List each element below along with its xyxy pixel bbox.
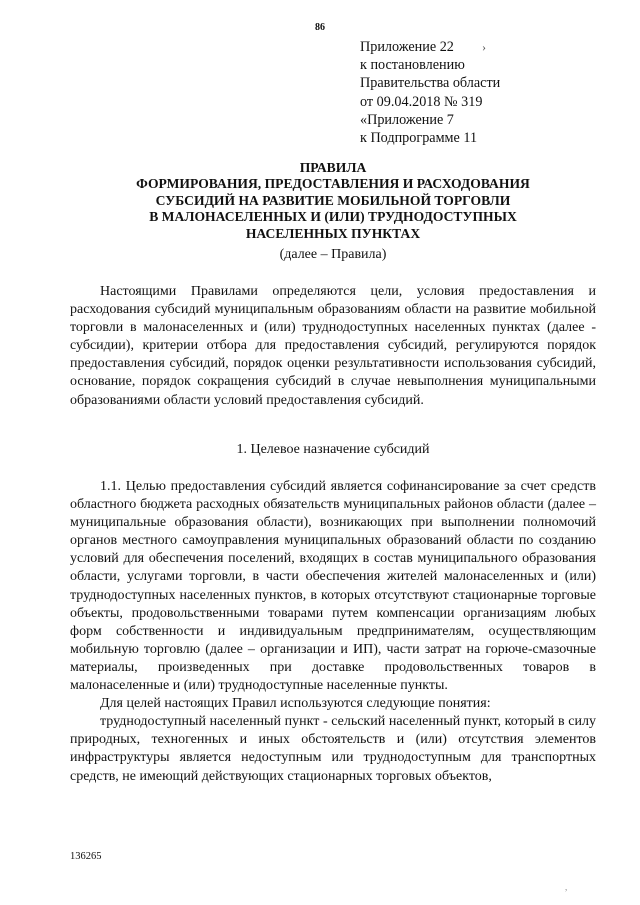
intro-section (70, 283, 596, 410)
appendix-block (360, 38, 630, 147)
appendix-line: «Приложение 7 (360, 111, 454, 128)
paragraph: труднодоступный населенный пункт - сельский населенный пункт, который в силу природных, техногенных и иных обстоятельств и (или) отсутствия элементов инфраструктуры является недоступным или труднодоступным для транспортных средств, не имеющий действующих стационарных торговых объектов, (70, 714, 596, 784)
scan-mark: › (482, 40, 486, 54)
intro-paragraph: Настоящими Правилами определяются цели, условия предоставления и расходования субсидий муниципальным образованиям области на развитие мобильной торговли в малонаселенных и (или) труднодоступных населенных пунктах (далее - субсидии), критерии отбора для предоставления субсидий, регулируются порядок предоставления субсидий, порядок оценки результативности использования субсидий, основание, порядок сокращения субсидий в случае невыполнения муниципальными образованиями области условий предоставления субсидий. (70, 284, 596, 408)
section-heading: 1. Целевое назначение субсидий (236, 442, 430, 457)
section-1-body (70, 478, 596, 786)
title-line: СУБСИДИЙ НА РАЗВИТИЕ МОБИЛЬНОЙ ТОРГОВЛИ (155, 192, 511, 208)
appendix-line: к Подпрограмме 11 (360, 130, 478, 147)
appendix-line: Приложение 22 (360, 39, 454, 55)
title-line: В МАЛОНАСЕЛЕННЫХ И (ИЛИ) ТРУДНОДОСТУПНЫХ (149, 209, 517, 225)
title-line: ПРАВИЛА (299, 160, 367, 175)
title-line: НАСЕЛЕННЫХ ПУНКТАХ (245, 225, 421, 241)
appendix-line: Правительства области (360, 75, 501, 92)
appendix-line: к постановлению (360, 57, 465, 74)
paragraph: 1.1. Целью предоставления субсидий является софинансирование за счет средств областного бюджета расходных обязательств муниципальных районов области (далее – муниципальные образования области), возникающих при выполнении полномочий органов местного самоуправления муниципальных образований области по созданию условий для обеспечения поселений, входящих в состав муниципального образования области, услугами торговли, в части обеспечения жителей малонаселенных и (или) труднодоступных населенных пунктов, в которых отсутствуют стационарные торговые объекты, продовольственными товарами путем компенсации организациям любых форм собственности и индивидуальным предпринимателям, осуществляющим мобильную торговлю (далее – организации и ИП), части затрат на горюче-смазочные материалы, произведенных при доставке продовольственных товаров в малонаселенные и (или) труднодоступные населенные пункты. (70, 479, 596, 694)
footer-code: 136265 (70, 851, 102, 862)
paragraph: Для целей настоящих Правил используются следующие понятия: (100, 696, 491, 712)
scan-mark: , (565, 882, 568, 892)
title-line: ФОРМИРОВАНИЯ, ПРЕДОСТАВЛЕНИЯ И РАСХОДОВАНИЯ (136, 176, 530, 192)
page-number: 86 (315, 22, 325, 33)
appendix-line: от 09.04.2018 № 319 (360, 93, 483, 110)
document-title (70, 160, 596, 242)
document-subtitle: (далее – Правила) (279, 247, 387, 262)
